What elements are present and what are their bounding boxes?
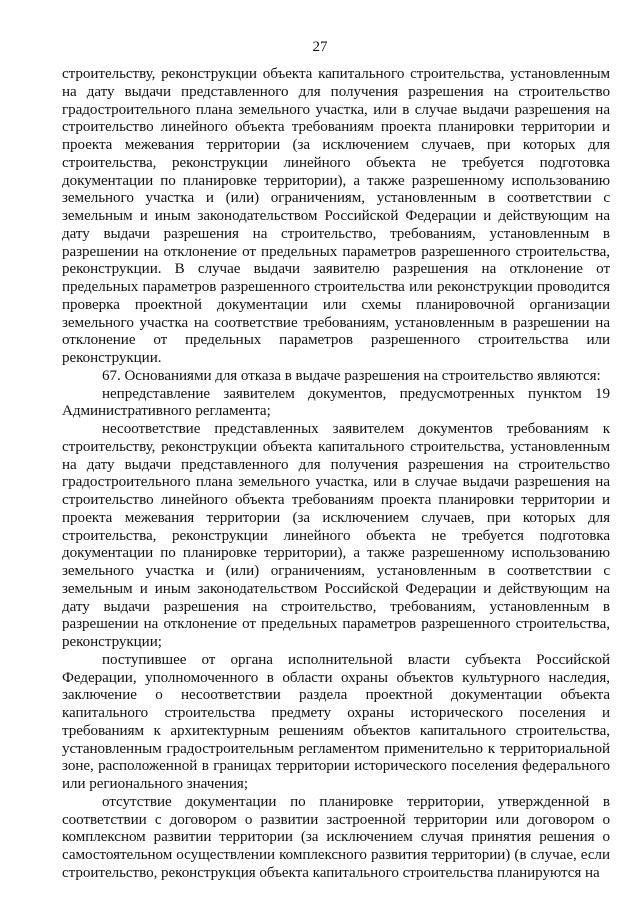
page-number: 27 — [312, 39, 328, 55]
document-body — [62, 66, 610, 883]
paragraph: строительству, реконструкции объекта капитального строительства, установленным на дату выдачи представленного для получения разрешения на строительство градостроительного плана земельного участка, или в случае выдачи разрешения на строительство линейного объекта требованиям проекта планировки территории и проекта межевания территории (за исключением случаев, при которых для строительства, реконструкции линейного объекта не требуется подготовка документации по планировке территории), а также разрешенному использованию земельного участка и (или) ограничениям, установленным в соответствии с земельным и иным законодательством Российской Федерации и действующим на дату выдачи разрешения на строительство, требованиям, установленным в разрешении на отклонение от предельных параметров разрешенного строительства, реконструкции. В случае выдачи заявителю разрешения на отклонение от предельных параметров разрешенного строительства или реконструкции проводится проверка проектной документации или схемы планировочной организации земельного участка на соответствие требованиям, установленным в разрешении на отклонение от предельных параметров разрешенного строительства или реконструкции. — [62, 66, 610, 366]
paragraph: отсутствие документации по планировке территории, утвержденной в соответствии с договором о развитии застроенной территории или договором о комплексном развитии территории (за исключением случая принятия решения о самостоятельном осуществлении комплексного развития территории) (в случае, если строительство, реконструкция объекта капитального строительства планируются на — [62, 793, 610, 881]
paragraph: несоответствие представленных заявителем документов требованиям к строительству, реконструкции объекта капитального строительства, установленным на дату выдачи представленного для получения разрешения на строительство градостроительного плана земельного участка, или в случае выдачи разрешения на строительство линейного объекта требованиям проекта планировки территории и проекта межевания территории (за исключением случаев, при которых для строительства, реконструкции линейного объекта не требуется подготовка документации по планировке территории), а также разрешенному использованию земельного участка и (или) ограничениям, установленным в соответствии с земельным и иным законодательством Российской Федерации и действующим на дату выдачи разрешения на строительство, требованиям, установленным в разрешении на отклонение от предельных параметров разрешенного строительства, реконструкции; — [62, 421, 610, 650]
paragraph: поступившее от органа исполнительной власти субъекта Российской Федерации, уполномоченного в области охраны объектов культурного наследия, заключение о несоответствии раздела проектной документации объекта капитального строительства предмету охраны исторического поселения и требованиям к архитектурным решениям объектов капитального строительства, установленным градостроительным регламентом применительно к территориальной зоне, расположенной в границах территории исторического поселения федерального или регионального значения; — [62, 651, 610, 792]
paragraph: 67. Основаниями для отказа в выдаче разрешения на строительство являются: — [102, 367, 601, 384]
paragraph: непредставление заявителем документов, предусмотренных пунктом 19 Административного регламента; — [62, 385, 610, 420]
